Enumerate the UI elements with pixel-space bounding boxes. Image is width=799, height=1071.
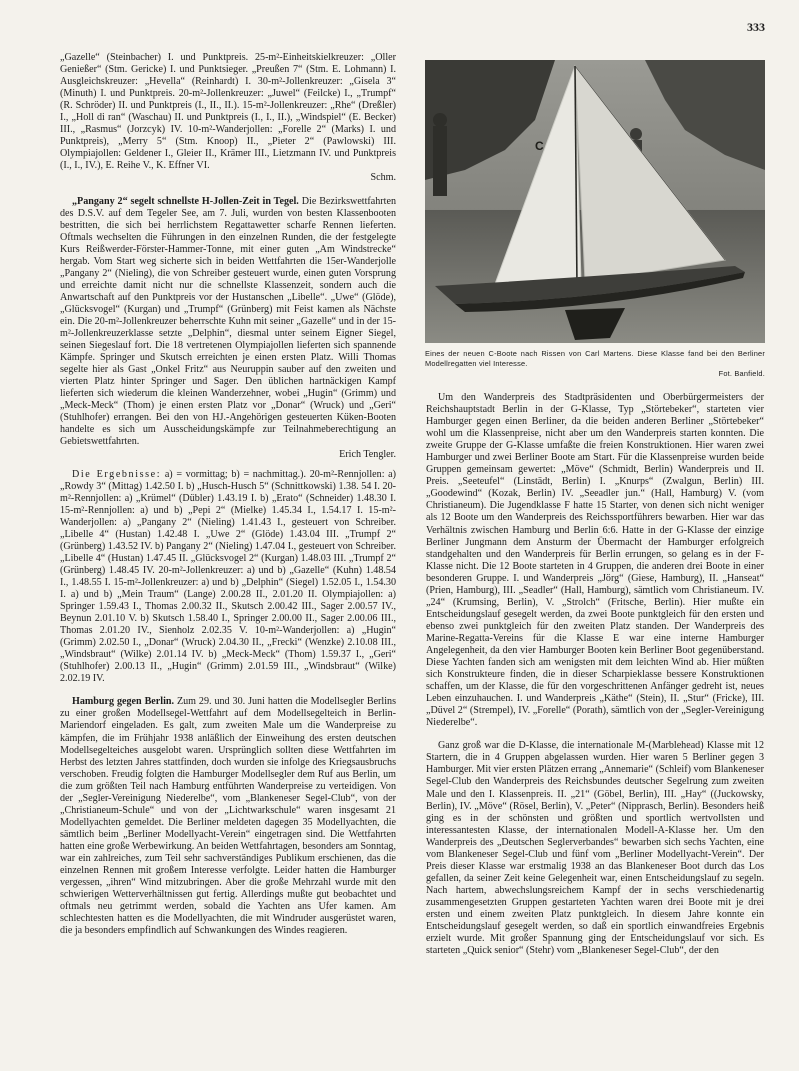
- left-column: [60, 52, 396, 948]
- right-paragraph-1: Um den Wanderpreis des Stadtpräsidenten und Oberbürgermeisters der Reichshauptstadt Berlin in der G-Klasse, Typ „Störtebeker“, starteten vier Hamburger gegen einen Berliner, da die beiden anderen Berliner „Störtebeker“ wohl um die Klassenpreise, nicht aber um den Wanderpreis starten konnten. Die zweite Gruppe der G-Klasse umfaßte die freien Konstruktionen. Hier waren zwei Hamburger und zwei Berliner Boote am Start. Für die Klassenpreise wurden beide Gruppen gemeinsam gewertet: „Möve“ (Schmidt, Berlin) Wanderpreis und II. Preis. „Seeteufel“ (Linstädt, Berlin) I. „Knurps“ (Zwalgun, Berlin) III. „Goodewind“ (Kozak, Berlin) IV. „Seeadler jun.“ (Hall, Hamburg) V. (vom Christianeum). Die Jugendklasse F hatte 15 Starter, von denen sich nicht weniger als 12 Boote um den Wanderpreis des Reichssportführers bewarben. Hier war das Verhältnis zwischen Hamburg und Berlin 6:6. Hatte in der G-Klasse der einzige Berliner Jungmann dem Ansturm der Übermacht der Hamburger erfolgreich standgehalten und den Wanderpreis für Berlin errungen, so gelang es in der F-Klasse nicht. Die 12 Boote starteten in 4 Gruppen, die anderen drei Boote in einer besonderen Gruppe. I. und Wanderpreis „Jörg“ (Giese, Hamburg), II. „Hanseat“ (Prien, Hamburg), III. „Seadler“ (Hall, Hamburg), sämtlich vom Christianeum. IV. „24“ (Krumsing, Berlin), V. „Strolch“ (Fritsche, Berlin). Hier mußte ein Entscheidungslauf gesegelt werden, da zwei Boote punktgleich für den ersten und ebenso zwei punktgleich für den zweiten Platz standen. Der Wanderpreis des Marine-Regatta-Vereins für die Klasse E war eine interne Hamburger Angelegenheit, da den vier Hamburger Booten kein Berliner Boot gegenüberstand. Diese Yachten fanden sich am wenigsten mit dem leichten Wind ab. Hier müßten sich Konstrukteure finden, die in dieser Scharpieklasse bessere Konstruktionen schaffen, um der Klasse, die für den vorgeschrittenen Anfänger gedreht ist, neues Leben einzuhauchen. I. und Wanderpreis „Käthe“ (Stein), II. „Stur“ (Fricke), III. „Düvel 2“ (Strempel), IV. „Forelle“ (Porath), sämtlich von der „Segler-Vereinigung Niederelbe“.: [426, 392, 764, 729]
- pangany-author: Erich Tengler.: [339, 448, 396, 460]
- photo-credit: Fot. Banfield.: [718, 369, 765, 378]
- right-column: [426, 392, 764, 968]
- results-paragraph: [60, 52, 396, 172]
- ergebnisse-text: a) = vormittag; b) = nachmittag.). 20-m²-Rennjollen: a) „Rowdy 3“ (Mittag) 1.42.50 I. b) „Husch-Husch 5“ (Schnittkowski) 1.38. 54 I. 20-m²-Rennjollen: a) „Krümel“ (Dübler) 1.43.19 I. b) „Erato“ (Schneider) 1.48.30 I. 15-m²-Rennjollen: a) und b) „Pepi 2“ (Mielke) 1.45.34 I., 1.54.17 I. 15-m²-Wanderjollen: a) „Pangany 2“ (Nieling) 1.41.43 I., gesteuert von Schreiber. „Libelle 4“ (Hustan) 1.42.48 I. „Uwe 2“ (Glöde) 1.43.04 III. „Trumpf 2“ (Grünberg) 1.43.52 IV. b) Pangany 2“ (Nieling) 1.47.04 I., gesteuert von Schreiber. „Libelle 4“ (Hustan) 1.47.45 II. „Glücksvogel 2“ (Kurgan) 1.48.03 III. „Trumpf 2“ (Grünberg) 1.48.45 IV. 20-m²-Jollenkreuzer: a) und b) „Gazelle“ (Kuhn) 1.48.54 I., 1.48.55 I. 15-m²-Jollenkreuzer: a) und b) „Delphin“ (Siegel) 1.52.05 I., 1.54.30 I. a) und b) „Mein Traum“ (Lange) 2.00.28 II., 2.01.20 II. Olympiajollen: a) Springer 1.59.43 I., Thomas 2.00.32 II., Skutsch 2.00.42 III., Sager 2.00.57 IV., Beynun 2.01.10 V. b) Skutsch 1.58.40 I., Springer 2.00.00 II., Sager 2.00.06 III., Thomas 2.01.20 IV., Sienholz 2.02.35 V. 10-m²-Wanderjollen: a) „Hugin“ (Grimm) 2.02.50 I., „Donar“ (Wruck) 2.04.30 II., „Frecki“ (Wenzke) 2.10.08 III., „Windsbraut“ (Wilke) 2.01.14 IV. b) „Meck-Meck“ (Thom) 1.59.37 I., „Geri“ (Stuhlhofer) 2.00.13 II., „Hugin“ (Grimm) 2.01.59 III., „Windsbraut“ (Wilke) 2.02.19 IV.: [60, 468, 396, 685]
- spectator-figure: [433, 126, 447, 196]
- spectator-head: [433, 113, 447, 127]
- results-text: „Gazelle“ (Steinbacher) I. und Punktpreis. 25-m²-Einheitskielkreuzer: „Oller Genießer“ (Stm. Gericke) I. und Punktsieger. „Preußen 7“ (Stm. E. Lohmann) I. Ausgleichskreuzer: „Hevella“ (Reinhardt) I. 30-m²-Jollenkreuzer: „Gisela 3“ (Minuth) I. und Punktpreis. 20-m²-Jollenkreuzer: „Juwel“ (Feilcke) I., „Trumpf“ (R. Schröder) II. und Punktpreis (I., II., II.). 15-m²-Jollenkreuzer: „Rhe“ (Dreßler) I., „Holl di ran“ (Waschau) II. und Punktpreis (I., I., II.), „Windspiel“ (E. Becker) III., „Rasmus“ (Jorzcyk) IV. 10-m²-Wanderjollen: „Forelle 2“ (Marks) I. und Punktpreis), „Merry 5“ (Stm. Knoop) II., „Pieter 2“ (Pawlowski) III. Olympiajollen: Geldener I., Gleier II., Krämer III., Lietzmann IV. und Punktpreis (I., I., IV.), E. Reihe V., K. Effner VI.: [60, 52, 396, 172]
- hamburg-text: Zum 29. und 30. Juni hatten die Modellsegler Berlins zu einer großen Modellsegel-Wettfahrt auf dem Modellsegelteich in Berlin-Mariendorf eingeladen. Es galt, zum zweiten Male um die Wanderpreise zu kämpfen, die im Frühjahr 1938 anläßlich der Einweihung des ersten deutschen Modellsegelteiches ausgelobt waren. Ursprünglich sollten diese Wettfahrten im Herbst des letzten Jahres stattfinden, doch wurden sie infolge des Kriegsausbruchs verschoben. Freudig folgten die Hamburger Modellsegler dem Ruf aus Berlin, um die zum größten Teil nach Hamburg entführten Wanderpreise zu verteidigen. Von der „Segler-Vereinigung Niederelbe“, vom „Blankeneser Segel-Club“, von der „Christianeum-Schule“ und von der „Lichtwarkschule“ waren insgesamt 21 Modellyachten gemeldet. Die Berliner meldeten dagegen 35 Modellyachten, die sämtlich beim „Berliner Modellyacht-Verein“ eingetragen sind. Die Wettfahrten hatten eine große Werbewirkung. An beiden Wettfahrtagen, besonders am Sonntag, war ein zahlreiches, zum Teil sehr sachverständiges Publikum erschienen, das die einzelnen Rennen mit großem Interesse verfolgte. Leider hatten die Hamburger vergessen, „ihren“ Wind mitzubringen. Aber die große Mehrzahl wurde mit den schwierigen Wetterverhältnissen gut fertig. Allerdings mußte gut beobachtet und oftmals neu getrimmt werden, sobald die Yachten ans Ufer kamen. Am schlechtesten hatten es die Modellyachten, die mit Windruder ausgerüstet waren, die ja besonders empfindlich auf Schwankungen des Windes reagieren.: [60, 696, 396, 937]
- pangany-heading: „Pangany 2“ segelt schnellste H-Jollen-Zeit in Tegel.: [72, 195, 299, 207]
- model-yacht-illustration: [425, 60, 765, 343]
- pangany-text: Die Bezirkswettfahrten des D.S.V. auf dem Tegeler See, am 7. Juli, wurden von besten Klassenbooten bestritten, die sich bei herrlichstem Regattawetter scharfe Rennen lieferten. Oftmals wechselten die Führungen in den einzelnen Runden, die der festgelegte Kurs Reißwerder-Förster-Hammer-Tonne, mit einer guten „Am Windstrecke“ hergab. Vom Start weg sicherte sich in beiden Wettfahrten die 15er-Wanderjolle „Pangany 2“ (Nieling), die von Schreiber gesteuert wurde, einen guten Vorsprung und erreichte damit nicht nur die schnellste Klassenzeit, sondern auch die Anwartschaft auf den Punktpreis vor der Hustanschen „Libelle“. „Uwe“ (Glöde), „Glücksvogel“ (Kurgan) und „Trumpf“ (Grünberg) mit Feist kamen als Nächste ein. Die 20-m²-Jollenkreuzer beherrschte Kuhn mit seiner „Gazelle“ und in der 15-m²-Jollenkreuzerklasse setzte „Delphin“, diesmal unter seinem Eigner Siegel, seinen Siegeslauf fort. Die 18 vertretenen Olympiajollen lieferten sich spannende Kämpfe. Springer und Skutsch erreichten je einen ersten Platz. Willi Thomas segelte hier als Gast „Onkel Fritz“ aus Neuruppin sauber auf den zweiten und vierten Platz hinter Springer und Sager. Den üblichen hartnäckigen Kampf lieferten sich wiederum die kleinen Wanderzehner, wobei „Hugin“ (Grimm) und „Meck-Meck“ (Thom) je einen ersten Platz vor „Donar“ (Wruck) und „Geri“ (Stuhlhofer) errangen. Bei den von HJ.-Angehörigen gesteuerten Küken-Booten handelte es sich um Ausscheidungskämpfe zur Teilnahmeberechtigung an Gebietswettfahrten.: [60, 195, 396, 448]
- right-paragraph-2: Ganz groß war die D-Klasse, die internationale M-(Marblehead) Klasse mit 12 Startern, die in 4 Gruppen abgelassen wurden. Hier waren 5 Berliner gegen 3 Hamburger. Mit vier ersten Plätzen errang „Annemarie“ (Schleif) vom Blankeneser Segel-Club den Wanderpreis des Reichsbundes deutscher Segelrung zum zweiten Male und den I. Klassenpreis. II. „21“ (Göbel, Berlin), III. „Hay“ ((Juckowsky, Berlin), IV. „Möve“ (Rösel, Berlin), V. „Peter“ (Nipprasch, Berlin). Besonders heiß ging es in der schönsten und größten und sportlich wertvollsten und interessantesten Klasse, der internationalen Modell-A-Klasse her. Um den Wanderpreis des „Deutschen Seglerverbandes“ bewarben sich sechs Yachten, eine vom Blankeneser Segel-Club und fünf vom „Berliner Modellyacht-Verein“. Der Preis dieser Klasse war erstmalig 1938 an das Blankeneser Boot durch das Los gefallen, da seiner Zeit keine Gelegenheit war, einen Entscheidungslauf zu segeln. Nach hartem, abwechslungsreichem Kampf der in sechs verschiedenartig zusammengesetzten Gruppen gestarteten Yachten waren drei Boote mit je drei ersten und einem zweiten Platz punktgleich. In diesem Jahre konnte ein Entscheidungslauf gesegelt werden, so daß ein sportlich einwandfreies Ergebnis erzielt wurde. Mit großer Spannung ging der Entscheidungslauf vor sich. Es starteten „Quick senior“ (Stehr) vom „Blankeneser Segel-Club“, der den: [426, 740, 764, 957]
- figure-caption: [425, 349, 765, 379]
- ergebnisse-paragraph: [60, 469, 396, 686]
- hamburg-article: [60, 696, 396, 937]
- hamburg-heading: Hamburg gegen Berlin.: [72, 696, 175, 708]
- spectator-head-2: [630, 128, 642, 140]
- caption-text: Eines der neuen C-Boote nach Rissen von Carl Martens. Diese Klasse fand bei den Berliner Modellregatten viel Interesse.: [425, 349, 765, 368]
- pangany-article: [60, 196, 396, 449]
- ergebnisse-heading: Die Ergebnisse:: [72, 468, 162, 480]
- page-number: 333: [747, 20, 765, 34]
- sail-marking: C: [535, 139, 544, 153]
- model-yacht-photo: [425, 60, 765, 343]
- results-signature: Schm.: [370, 172, 396, 184]
